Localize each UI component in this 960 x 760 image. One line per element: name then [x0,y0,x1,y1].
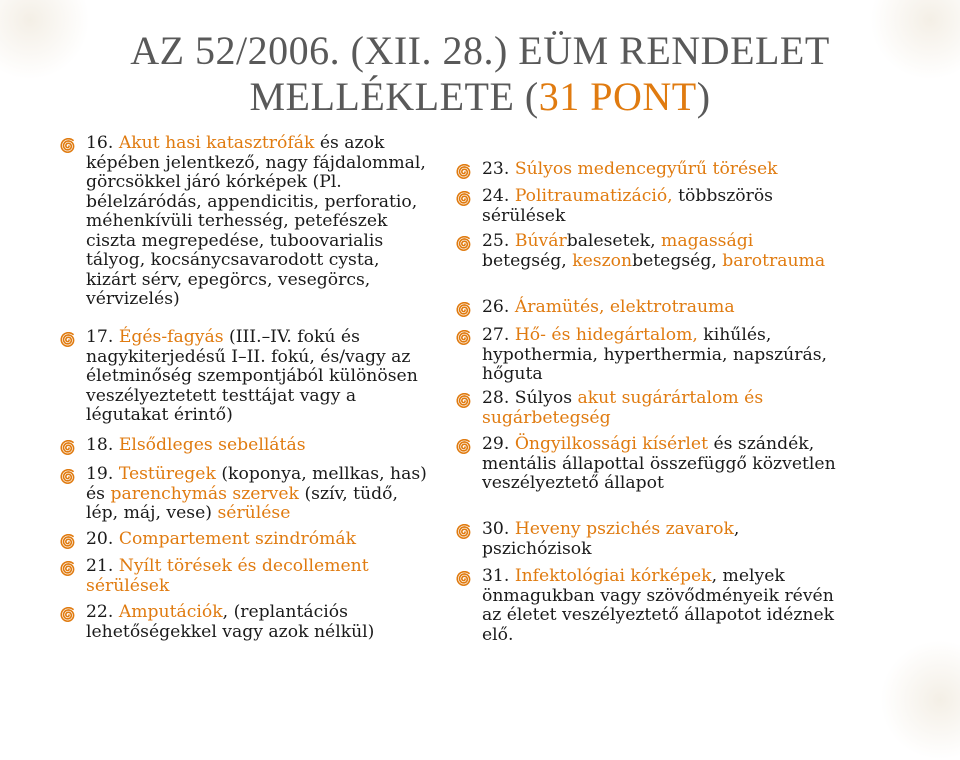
list-item-text [482,326,836,385]
corner-decoration [880,640,960,760]
spiral-bullet-icon [60,138,76,154]
list-item-text [482,567,836,645]
highlighted-term: Politraumatizáció, [514,186,673,206]
list-item-text [86,134,435,310]
text-segment: 29. [482,434,515,454]
list-item-text [86,436,435,456]
text-segment: 17. [86,327,119,347]
spiral-bullet-icon [456,524,472,540]
spiral-bullet-icon [456,164,472,180]
highlighted-term: Infektológiai kórképek [514,566,712,586]
text-segment: többszörös sérülések [482,186,773,226]
text-segment: 16. [86,133,119,153]
list-item-text [86,530,435,550]
text-segment: 31. [482,566,515,586]
text-segment: balesetek, [566,231,662,251]
text-segment: (szív, tüdő, lép, máj, vese) [86,483,398,523]
text-segment: 26. [482,297,515,317]
highlighted-term: Nyílt törések és decollement sérülések [86,556,369,596]
highlighted-term: Búvár [514,231,567,251]
text-segment: 30. [482,519,515,539]
slide-title [0,28,960,120]
highlighted-term: Súlyos medencegyűrű törések [514,159,778,179]
highlighted-term: keszon [572,250,633,271]
text-segment: 28. Súlyos [482,388,578,408]
text-segment: 24. [482,186,515,206]
spiral-bullet-icon [456,236,472,252]
highlighted-term: magassági [661,231,754,251]
list-item-text [482,520,836,559]
text-segment: kihűlés, hypothermia, hyperthermia, napszúrás, hőguta [482,325,827,384]
spiral-bullet-icon [456,439,472,455]
highlighted-term: akut sugárártalom és sugárbetegség [482,388,764,428]
text-segment: 23. [482,159,515,179]
title-line-2 [0,74,960,120]
text-segment: 25. [482,231,515,251]
text-segment: betegség, [482,250,573,271]
list-item-text [86,603,435,642]
text-segment: (koponya, mellkas, has) és [86,464,427,504]
list-item-text [482,298,836,318]
list-item-text [482,435,836,494]
list-item-text [86,328,435,426]
text-segment: 19. [86,464,119,484]
spiral-bullet-icon [60,440,76,456]
list-item-text [482,160,836,180]
text-segment: , (replantációs lehetőségekkel vagy azok nélkül) [86,602,375,642]
highlighted-term: Elsődleges sebellátás [118,435,306,455]
spiral-bullet-icon [60,607,76,623]
text-segment: , melyek önmagukban vagy szövődményeik révén az életet veszélyeztető állapotot idéznek elő. [482,566,835,645]
highlighted-term: Heveny pszichés zavarok [514,519,734,539]
text-segment: (III.–IV. fokú és nagykiterjedésű I–II. fokú, és/vagy az életminőség szempontjából különösen veszélyeztetett testtájat vagy a légutakat érintő) [86,327,418,425]
spiral-bullet-icon [456,302,472,318]
spiral-bullet-icon [60,561,76,577]
highlighted-term: Égés-fagyás [118,327,224,347]
text-segment: és azok képében jelentkező, nagy fájdalommal, görcsökkel járó kórképek (Pl. bélelzáródás, appendicitis, perforatio, méhenkívüli terhesség, petefészek ciszta megrepedése, tuboovarialis tályog, kocsánycsavarodott cysta, kizárt sérv, epegörcs, vesegörcs, vérvizelés) [86,133,426,309]
highlighted-term: Öngyilkossági kísérlet [514,434,708,454]
highlighted-term: sérülése [217,503,291,523]
highlighted-term: barotrauma [722,250,826,271]
title-line-1: AZ 52/2006. (XII. 28.) EÜM RENDELET [130,28,830,73]
text-segment: 22. [86,602,119,622]
spiral-bullet-icon [456,330,472,346]
text-segment: , pszichózisok [482,519,740,559]
text-segment: 27. [482,325,515,345]
list-item-text [482,389,836,428]
list-item-text [482,232,836,271]
spiral-bullet-icon [456,191,472,207]
highlighted-term: Áramütés, elektrotrauma [514,297,735,317]
spiral-bullet-icon [60,469,76,485]
text-segment: 20. [86,529,119,549]
highlighted-term: Compartement szindrómák [118,529,357,549]
text-segment: betegség, [632,250,723,271]
title-line-2-text: MELLÉKLETE ( [249,74,539,119]
title-highlight: 31 PONT [538,74,697,119]
text-segment: és szándék, mentális állapottal összefüggő közvetlen veszélyeztető állapot [482,434,836,493]
highlighted-term: Amputációk [118,602,223,622]
highlighted-term: Testüregek [118,464,216,484]
highlighted-term: parenchymás szervek [110,483,299,504]
text-segment: 21. [86,556,119,576]
list-item-text [86,465,435,524]
spiral-bullet-icon [456,393,472,409]
highlighted-term: Akut hasi katasztrófák [118,133,315,153]
list-item-text [86,557,435,596]
list-item-text [482,187,836,226]
spiral-bullet-icon [456,571,472,587]
text-segment: 18. [86,435,119,455]
spiral-bullet-icon [60,534,76,550]
spiral-bullet-icon [60,332,76,348]
highlighted-term: Hő- és hidegártalom, [514,325,698,345]
title-line-2-end: ) [696,74,711,119]
